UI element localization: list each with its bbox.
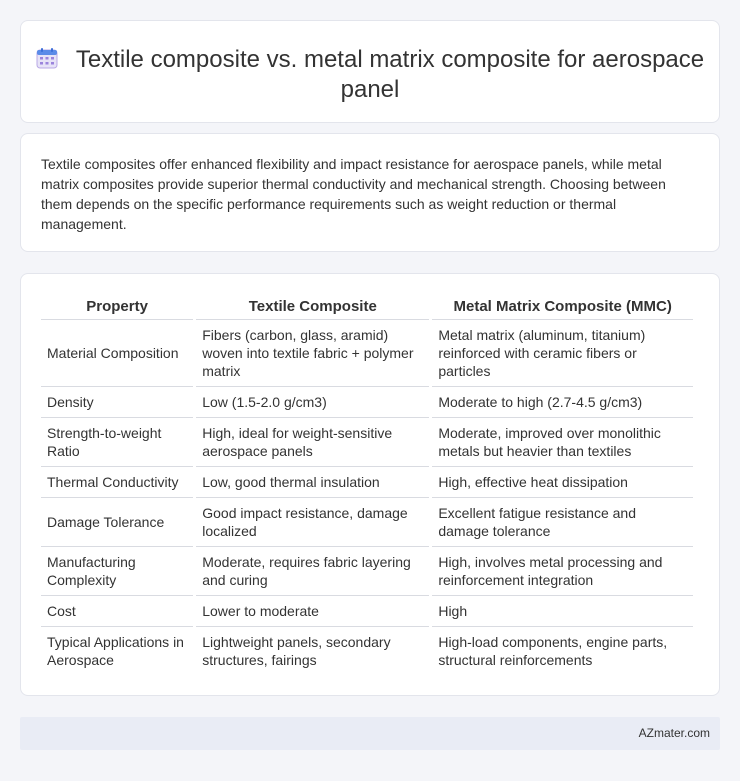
table-row xyxy=(41,596,693,627)
cell-property: Density xyxy=(41,387,193,418)
cell-property: Strength-to-weight Ratio xyxy=(41,418,193,467)
cell-mmc: High, effective heat dissipation xyxy=(432,467,693,498)
cell-textile: Lightweight panels, secondary structures, fairings xyxy=(202,634,391,668)
cell-textile: Low, good thermal insulation xyxy=(196,467,429,498)
cell-textile: High, ideal for weight-sensitive aerospace panels xyxy=(196,418,429,467)
table-row xyxy=(41,418,693,467)
cell-textile: Moderate, requires fabric layering and curing xyxy=(196,547,429,596)
comparison-table xyxy=(38,294,696,675)
cell-property: Manufacturing Complexity xyxy=(41,547,193,596)
cell-textile: Lower to moderate xyxy=(196,596,429,627)
footer-site-link[interactable]: AZmater.com xyxy=(638,726,710,740)
calendar-icon xyxy=(36,47,58,69)
cell-mmc: High, involves metal processing and reinforcement integration xyxy=(432,547,693,596)
cell-property: Typical Applications in Aerospace xyxy=(47,634,184,668)
intro-paragraph: Textile composites offer enhanced flexibility and impact resistance for aerospace panels, while metal matrix composites provide superior thermal conductivity and mechanical strength. Choosing between them depends on the specific performance requirements such as weight reduction or thermal management. xyxy=(41,156,666,232)
cell-property: Cost xyxy=(41,596,193,627)
cell-property: Damage Tolerance xyxy=(41,498,193,547)
table-row xyxy=(41,627,693,675)
comparison-table-card xyxy=(20,273,720,696)
cell-mmc: High-load components, engine parts, structural reinforcements xyxy=(438,634,668,668)
cell-textile: Low (1.5-2.0 g/cm3) xyxy=(196,387,429,418)
table-row xyxy=(41,547,693,596)
page-title xyxy=(21,45,719,105)
table-row xyxy=(41,320,693,387)
cell-mmc: High xyxy=(432,596,693,627)
cell-property: Thermal Conductivity xyxy=(41,467,193,498)
header-textile-composite: Textile Composite xyxy=(196,294,429,320)
cell-mmc: Moderate, improved over monolithic metals but heavier than textiles xyxy=(432,418,693,467)
cell-mmc: Metal matrix (aluminum, titanium) reinforced with ceramic fibers or particles xyxy=(432,320,693,387)
header-property: Property xyxy=(41,294,193,320)
title-text: Textile composite vs. metal matrix composite for aerospace panel xyxy=(75,46,705,103)
cell-mmc: Excellent fatigue resistance and damage tolerance xyxy=(432,498,693,547)
cell-mmc: Moderate to high (2.7-4.5 g/cm3) xyxy=(432,387,693,418)
cell-textile: Fibers (carbon, glass, aramid) woven into textile fabric + polymer matrix xyxy=(196,320,429,387)
table-header-row xyxy=(41,294,693,320)
header-metal-matrix-composite: Metal Matrix Composite (MMC) xyxy=(432,294,693,320)
table-row xyxy=(41,467,693,498)
table-row xyxy=(41,498,693,547)
title-card xyxy=(20,20,720,123)
cell-textile: Good impact resistance, damage localized xyxy=(196,498,429,547)
intro-card xyxy=(20,133,720,252)
cell-property: Material Composition xyxy=(41,320,193,387)
table-row xyxy=(41,387,693,418)
footer-bar xyxy=(20,717,720,750)
